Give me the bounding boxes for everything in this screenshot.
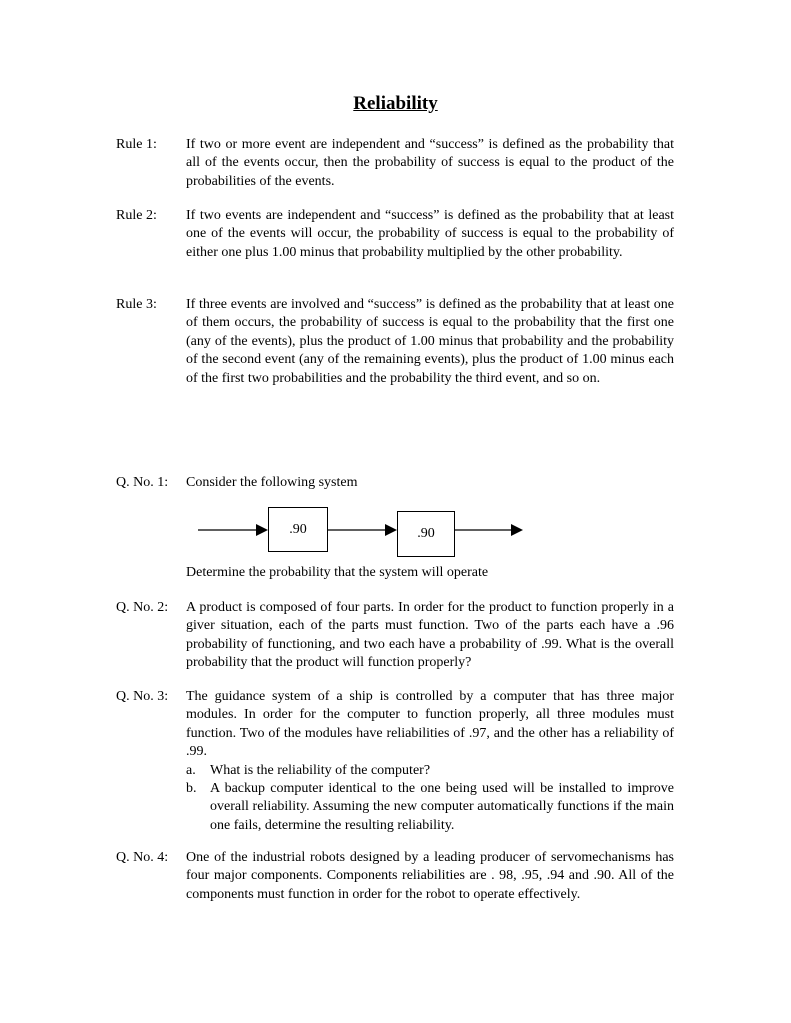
question-part-b [186, 780, 674, 835]
page-title: Reliability [353, 93, 438, 114]
input-arrowhead [256, 524, 268, 536]
rule-label: Rule 1: [116, 137, 157, 152]
part-text: A backup computer identical to the one being used will be installed to improve overall reliability. Assuming the new computer automatically functions if the main one fails, determine the resulting reliability. [210, 781, 674, 833]
question-3 [116, 688, 674, 835]
rule-text: If two or more event are independent and “success” is defined as the probability that all of the events occur, then the probability of success is equal to the product of the probabilities of the events. [186, 137, 674, 189]
question-1-followup [116, 564, 674, 582]
question-label: Q. No. 4: [116, 850, 169, 865]
rule-text: If two events are independent and “success” is defined as the probability that at least one of the events will occur, the probability of success is equal to the probability of either one plus 1.00 minus that probability multiplied by the other probability. [186, 208, 674, 260]
component-reliability: .90 [417, 526, 435, 541]
question-followup-text: Determine the probability that the system will operate [186, 565, 489, 580]
question-text: A product is composed of four parts. In order for the product to function properly in a giver situation, each of the parts must function. Two of the parts each have a .96 probability of functioning, and two each have a probability of .99. What is the overall probability that the product will function properly? [186, 600, 674, 671]
question-text: Consider the following system [186, 475, 358, 490]
question-label: Q. No. 1: [116, 475, 169, 490]
question-part-a [186, 762, 674, 780]
part-text: What is the reliability of the computer? [210, 762, 431, 778]
part-letter: a. [186, 762, 196, 778]
question-2 [116, 599, 674, 673]
component-box-1 [268, 507, 328, 552]
output-arrowhead [511, 524, 523, 536]
question-label: Q. No. 3: [116, 689, 169, 704]
part-letter: b. [186, 781, 197, 797]
rule-label: Rule 3: [116, 297, 157, 312]
rule-text: If three events are involved and “success” is defined as the probability that at least one of them occurs, the probability of success is equal to the probability that the first one (any of the events), plus the product of 1.00 minus that probability and the probability of the second event (any of the remaining events), plus the product of 1.00 minus each of the first two probabilities and the probability the third event, and so on. [186, 297, 674, 386]
component-reliability: .90 [289, 521, 307, 537]
rule-label: Rule 2: [116, 208, 157, 223]
middle-arrowhead [385, 524, 397, 536]
question-label: Q. No. 2: [116, 600, 169, 615]
question-4 [116, 849, 674, 904]
question-text: One of the industrial robots designed by a leading producer of servomechanisms has four major components. Components reliabilities are . 98, .95, .94 and .90. All of the components must function in order for the robot to operate effectively. [186, 850, 674, 902]
component-box-2 [397, 511, 455, 557]
question-text: The guidance system of a ship is controlled by a computer that has three major modules. In order for the computer to function properly, all three modules must function. Two of the modules have reliabilities of .97, and the other has a reliability of .99. [186, 689, 674, 760]
